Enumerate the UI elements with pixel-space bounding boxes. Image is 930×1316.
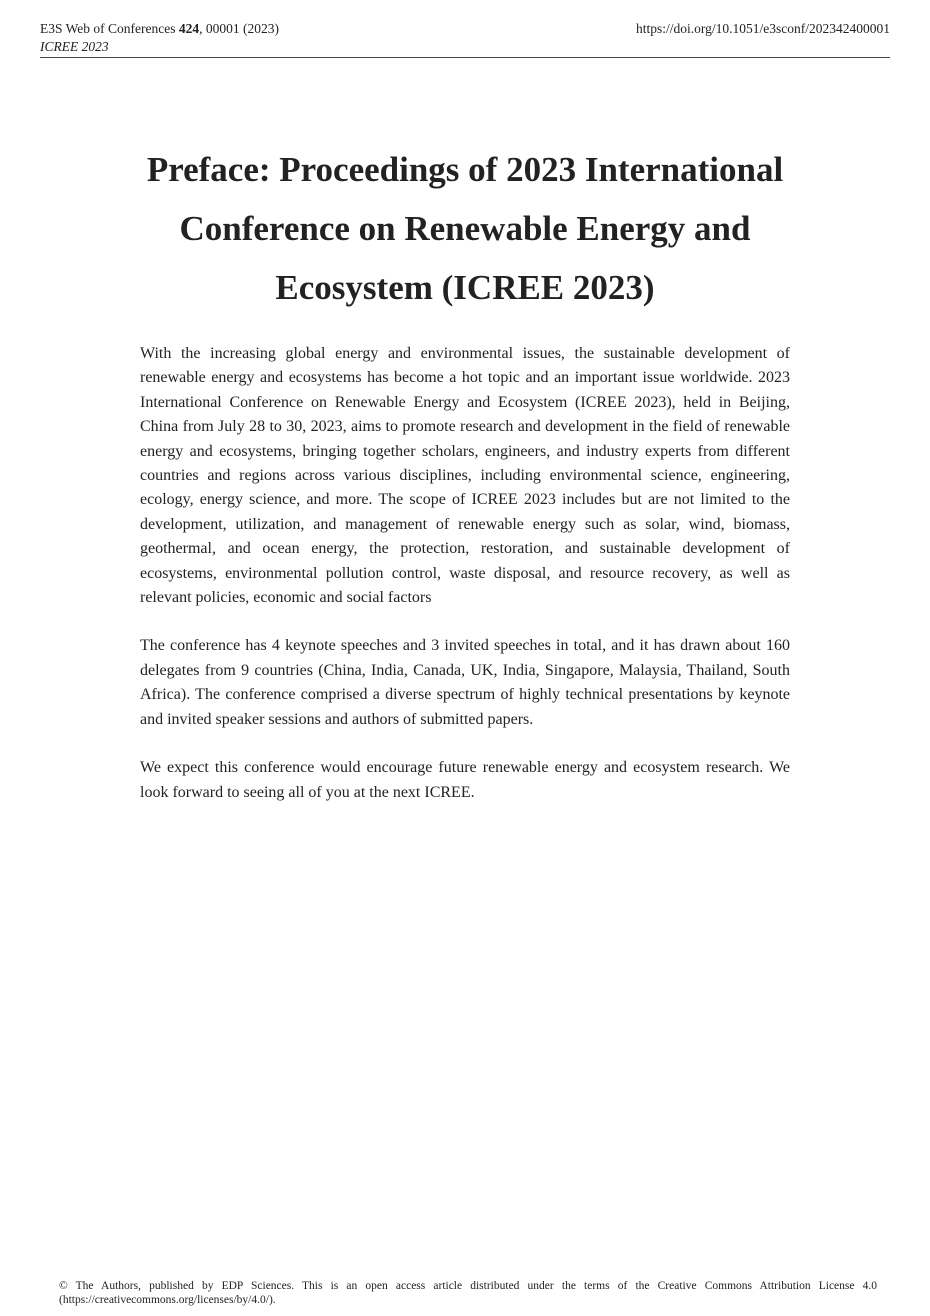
journal-name: E3S Web of Conferences — [40, 21, 179, 36]
paragraph-speeches: The conference has 4 keynote speeches and 3 invited speeches in total, and it has drawn about 160 delegates from 9 countries (China, India, Canada, UK, India, Singapore, Malaysia, Thailand, South Africa). The conference comprised a diverse spectrum of highly technical presentations by keynote and invited speaker sessions and authors of submitted papers. — [140, 637, 790, 728]
page-title: Preface: Proceedings of 2023 International Conference on Renewable Energy and Ecosystem (ICREE 2023) — [146, 150, 784, 307]
paragraph-closing: We expect this conference would encourage future renewable energy and ecosystem research. We look forward to seeing all of you at the next ICREE. — [140, 759, 790, 801]
running-header — [40, 20, 890, 58]
volume-number: 424 — [178, 21, 200, 36]
journal-citation — [40, 20, 279, 38]
doi-link[interactable]: https://doi.org/10.1051/e3sconf/202342400001 — [636, 21, 890, 36]
paragraph-intro: With the increasing global energy and environmental issues, the sustainable development of renewable energy and ecosystems has become a hot topic and an important issue worldwide. 2023 International Conference on Renewable Energy and Ecosystem (ICREE 2023), held in Beijing, China from July 28 to 30, 2023, aims to promote research and development in the field of renewable energy and ecosystems, bringing together scholars, engineers, and industry experts from different countries and regions across various disciplines, including environmental science, engineering, ecology, energy science, and more. The scope of ICREE 2023 includes but are not limited to the development, utilization, and management of renewable energy such as solar, wind, biomass, geothermal, and ocean energy, the protection, restoration, and sustainable development of ecosystems, environmental pollution control, waste disposal, and resource recovery, as well as relevant policies, economic and social factors — [140, 345, 790, 607]
article-number: , 00001 (2023) — [199, 21, 280, 36]
preface-body — [140, 342, 790, 829]
license-footer: © The Authors, published by EDP Sciences. This is an open access article distributed under the terms of the Creative Commons Attribution License 4.0 (https://creativecommons.org/licenses/by/4.0/). — [59, 1280, 877, 1306]
conference-acronym: ICREE 2023 — [40, 39, 109, 54]
header-citation — [40, 20, 279, 56]
